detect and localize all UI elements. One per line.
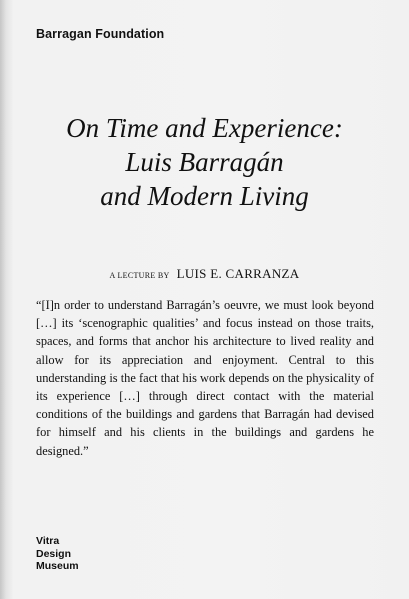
museum-line-2: Design xyxy=(36,547,72,560)
book-title xyxy=(0,111,409,213)
museum-logo xyxy=(36,535,79,573)
title-line-1: On Time and Experience: xyxy=(66,113,343,143)
title-line-2: Luis Barragán xyxy=(125,147,284,177)
museum-line-1: Vitra xyxy=(36,535,60,547)
cover-quote: “[I]n order to understand Barragán’s oeuvre, we must look beyond […] its ‘scenographic qualities’ and focus instead on those traits, spaces, and forms that anchor his architecture to lived reality and allow for its appreciation and enjoyment. Central to this understanding is the fact that his work depends on the physicality of its experience […] through direct contact with the material conditions of the buildings and gardens that Barragán had devised for himself and his clients in the buildings and gardens he designed.” xyxy=(36,298,374,458)
lecture-byline xyxy=(0,265,409,283)
museum-line-3: Museum xyxy=(36,560,79,572)
lecture-author: LUIS E. CARRANZA xyxy=(176,266,300,281)
title-line-3: and Modern Living xyxy=(100,181,309,211)
lecture-prefix: A LECTURE BY xyxy=(109,271,170,280)
spine-shadow xyxy=(0,0,14,599)
publisher-name: Barragan Foundation xyxy=(36,27,165,41)
